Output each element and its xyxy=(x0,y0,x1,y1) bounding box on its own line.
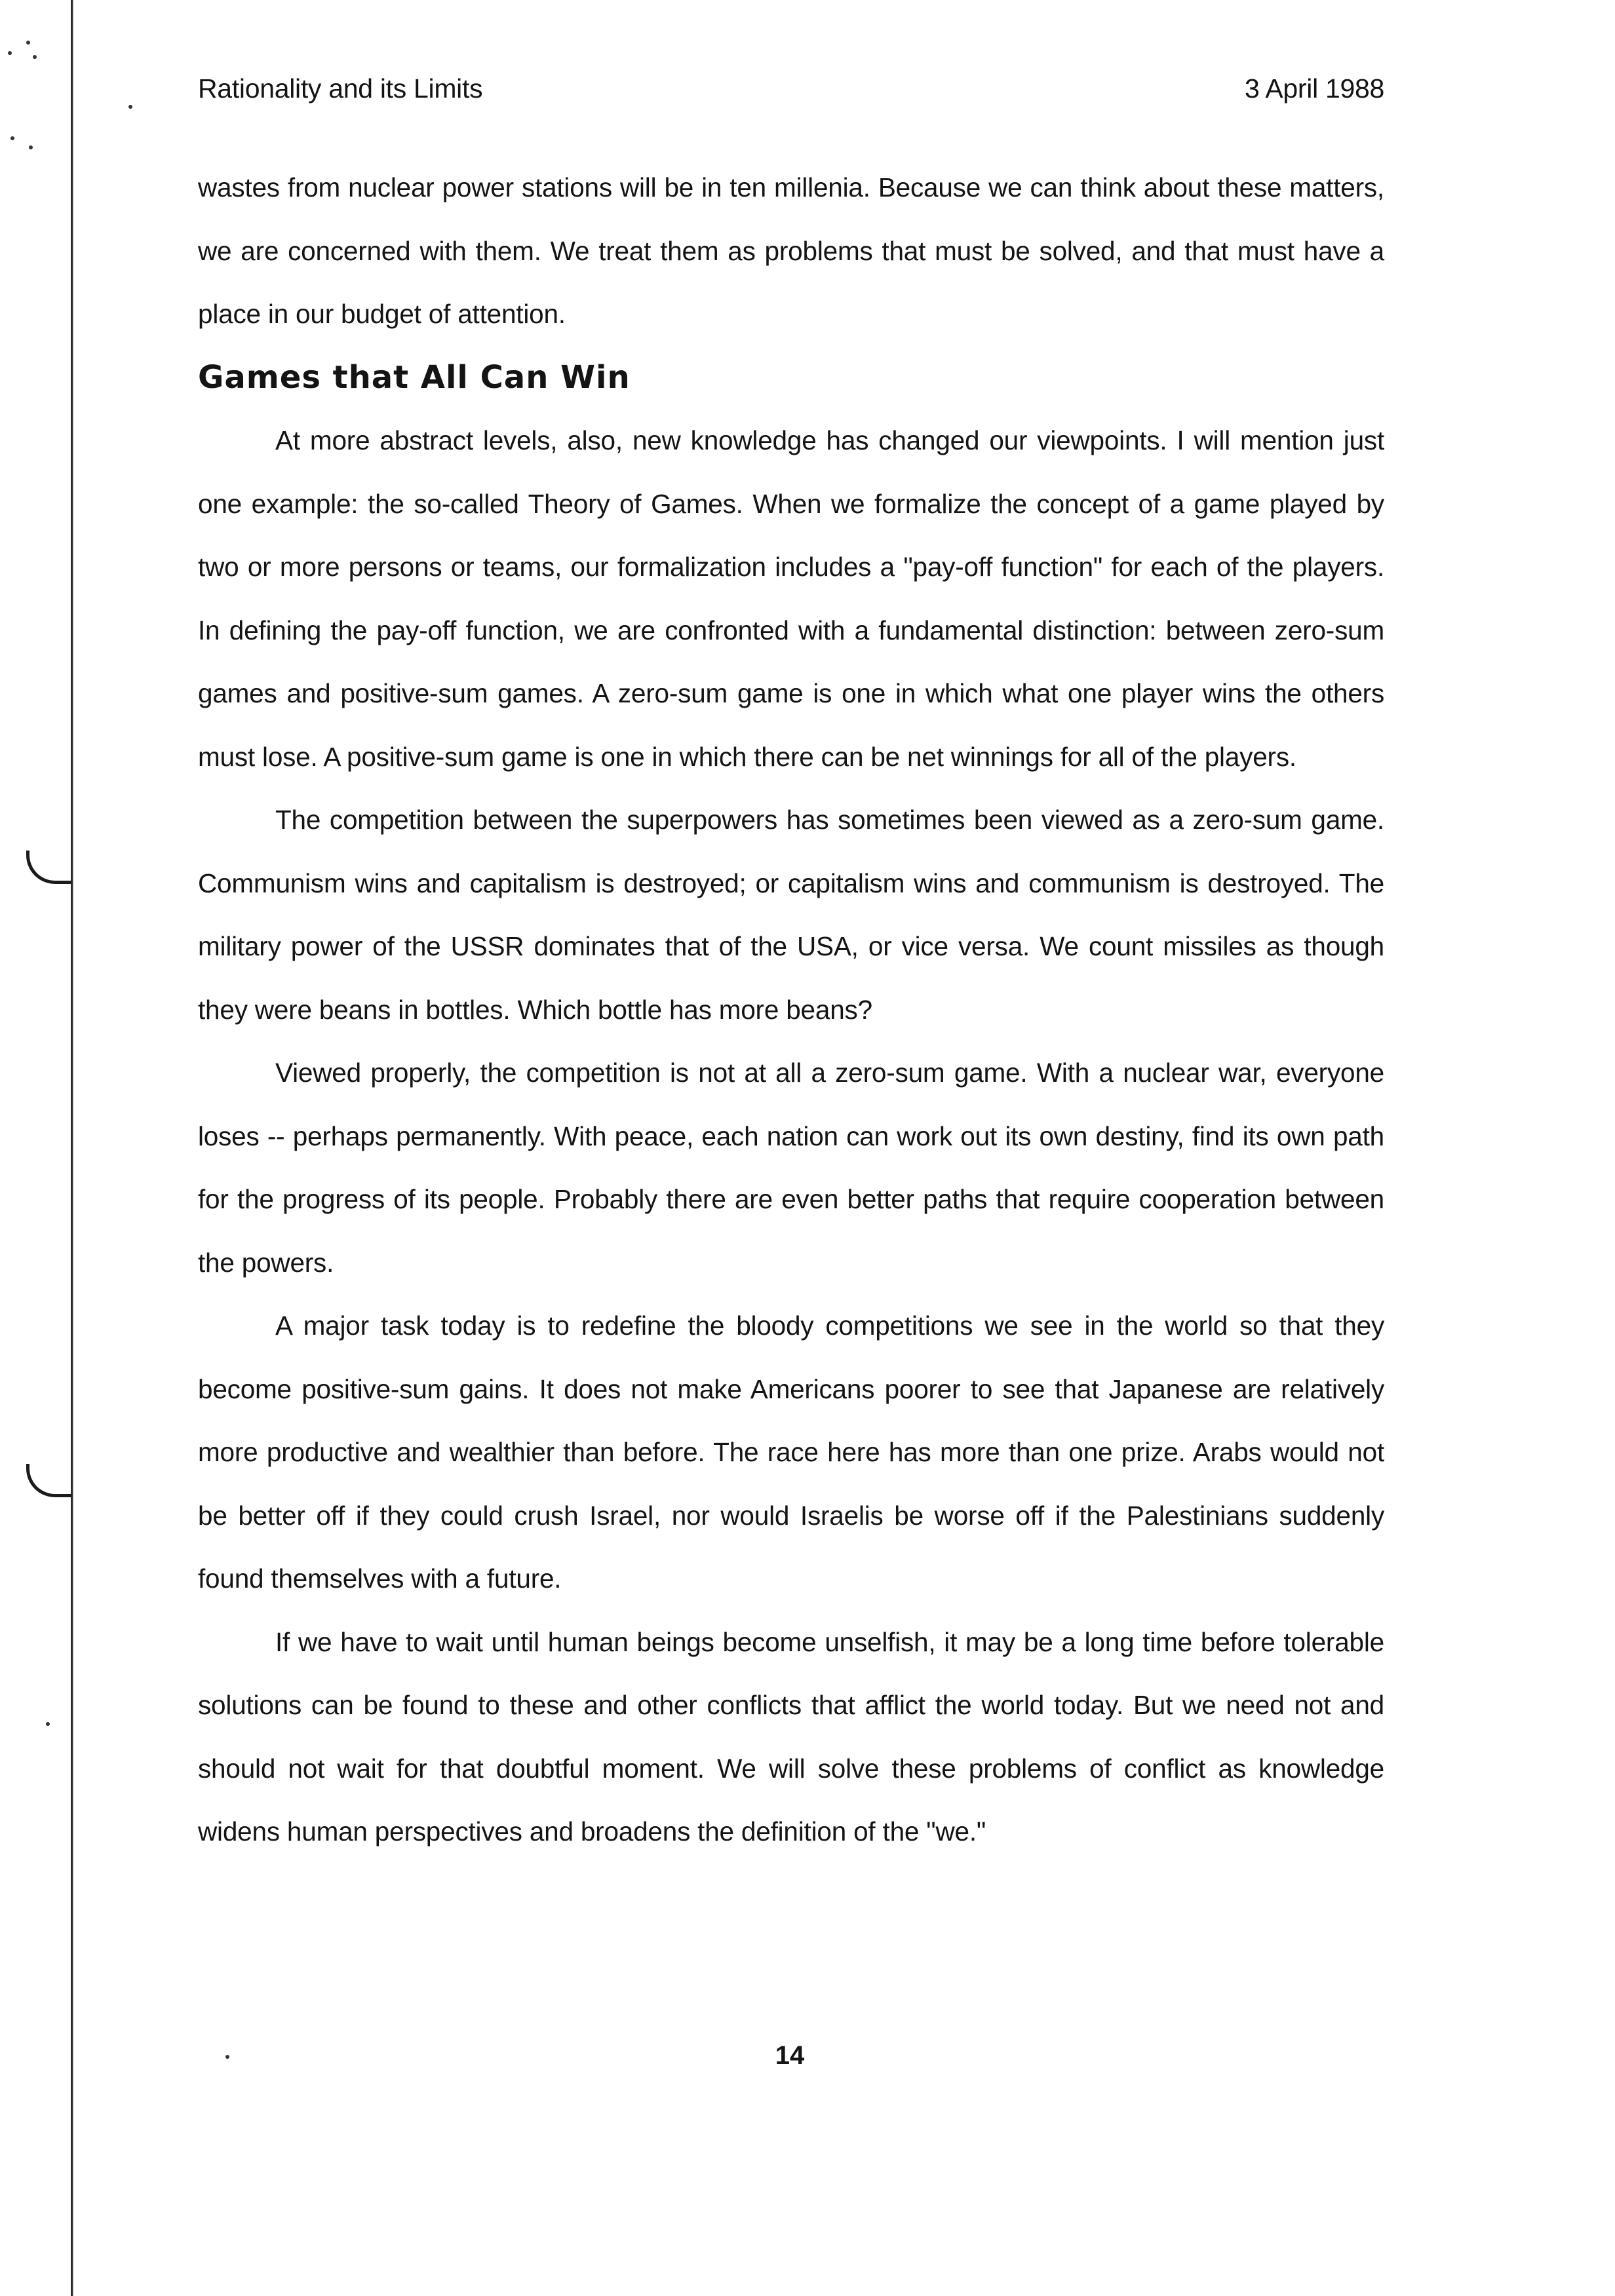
punch-hole-mark-upper xyxy=(26,851,71,884)
scan-speck xyxy=(8,51,12,55)
body-paragraph: If we have to wait until human beings become unselfish, it may be a long time before tolerable solutions can be found to these and other conflicts that afflict the world today. But we need not and should not wait for that doubtful moment. We will solve these problems of conflict as knowledge widens human perspectives and broadens the definition of the "we." xyxy=(198,1626,1384,1846)
running-header-date: 3 April 1988 xyxy=(1245,73,1384,104)
running-header-title: Rationality and its Limits xyxy=(198,73,483,104)
section-heading: Games that All Can Win xyxy=(198,358,631,396)
scan-speck xyxy=(46,1722,50,1726)
scan-speck xyxy=(10,136,14,140)
body-paragraph: At more abstract levels, also, new knowledge has changed our viewpoints. I will mention just one example: the so-called Theory of Games. When we formalize the concept of a game played by two or more persons or teams, our formalization includes a "pay-off function" for each of the players. In defining the pay-off function, we are confronted with a fundamental distinction: between zero-sum games and positive-sum games. A zero-sum game is one in which what one player wins the others must lose. A positive-sum game is one in which there can be net winnings for all of the players. xyxy=(198,425,1384,772)
scan-speck xyxy=(26,41,30,45)
scan-speck xyxy=(128,105,132,109)
binding-edge-shadow xyxy=(73,0,74,2296)
page-number: 14 xyxy=(775,2041,805,2070)
body-paragraph: The competition between the superpowers has sometimes been viewed as a zero-sum game. Communism wins and capitalism is destroyed; or capitalism wins and communism is destroyed. The military power of the USSR dominates that of the USA, or vice versa. We count missiles as though they were beans in bottles. Which bottle has more beans? xyxy=(198,805,1384,1025)
scan-speck xyxy=(33,55,37,59)
binding-edge-line xyxy=(71,0,73,2296)
intro-paragraph: wastes from nuclear power stations will be in ten millenia. Because we can think about these matters, we are concerned with them. We treat them as problems that must be solved, and that must have a place in our budget of attention. xyxy=(198,172,1384,329)
body-paragraph: A major task today is to redefine the bloody competitions we see in the world so that they become positive-sum gains. It does not make Americans poorer to see that Japanese are relatively more productive and wealthier than before. The race here has more than one prize. Arabs would not be better off if they could crush Israel, nor would Israelis be worse off if the Palestinians suddenly found themselves with a future. xyxy=(198,1311,1384,1594)
body-paragraph: Viewed properly, the competition is not at all a zero-sum game. With a nuclear war, everyone loses -- perhaps permanently. With peace, each nation can work out its own destiny, find its own path for the progress of its people. Probably there are even better paths that require cooperation between the powers. xyxy=(198,1058,1384,1278)
document-body xyxy=(198,156,1384,1864)
punch-hole-mark-lower xyxy=(26,1464,71,1497)
scan-speck xyxy=(29,145,33,149)
